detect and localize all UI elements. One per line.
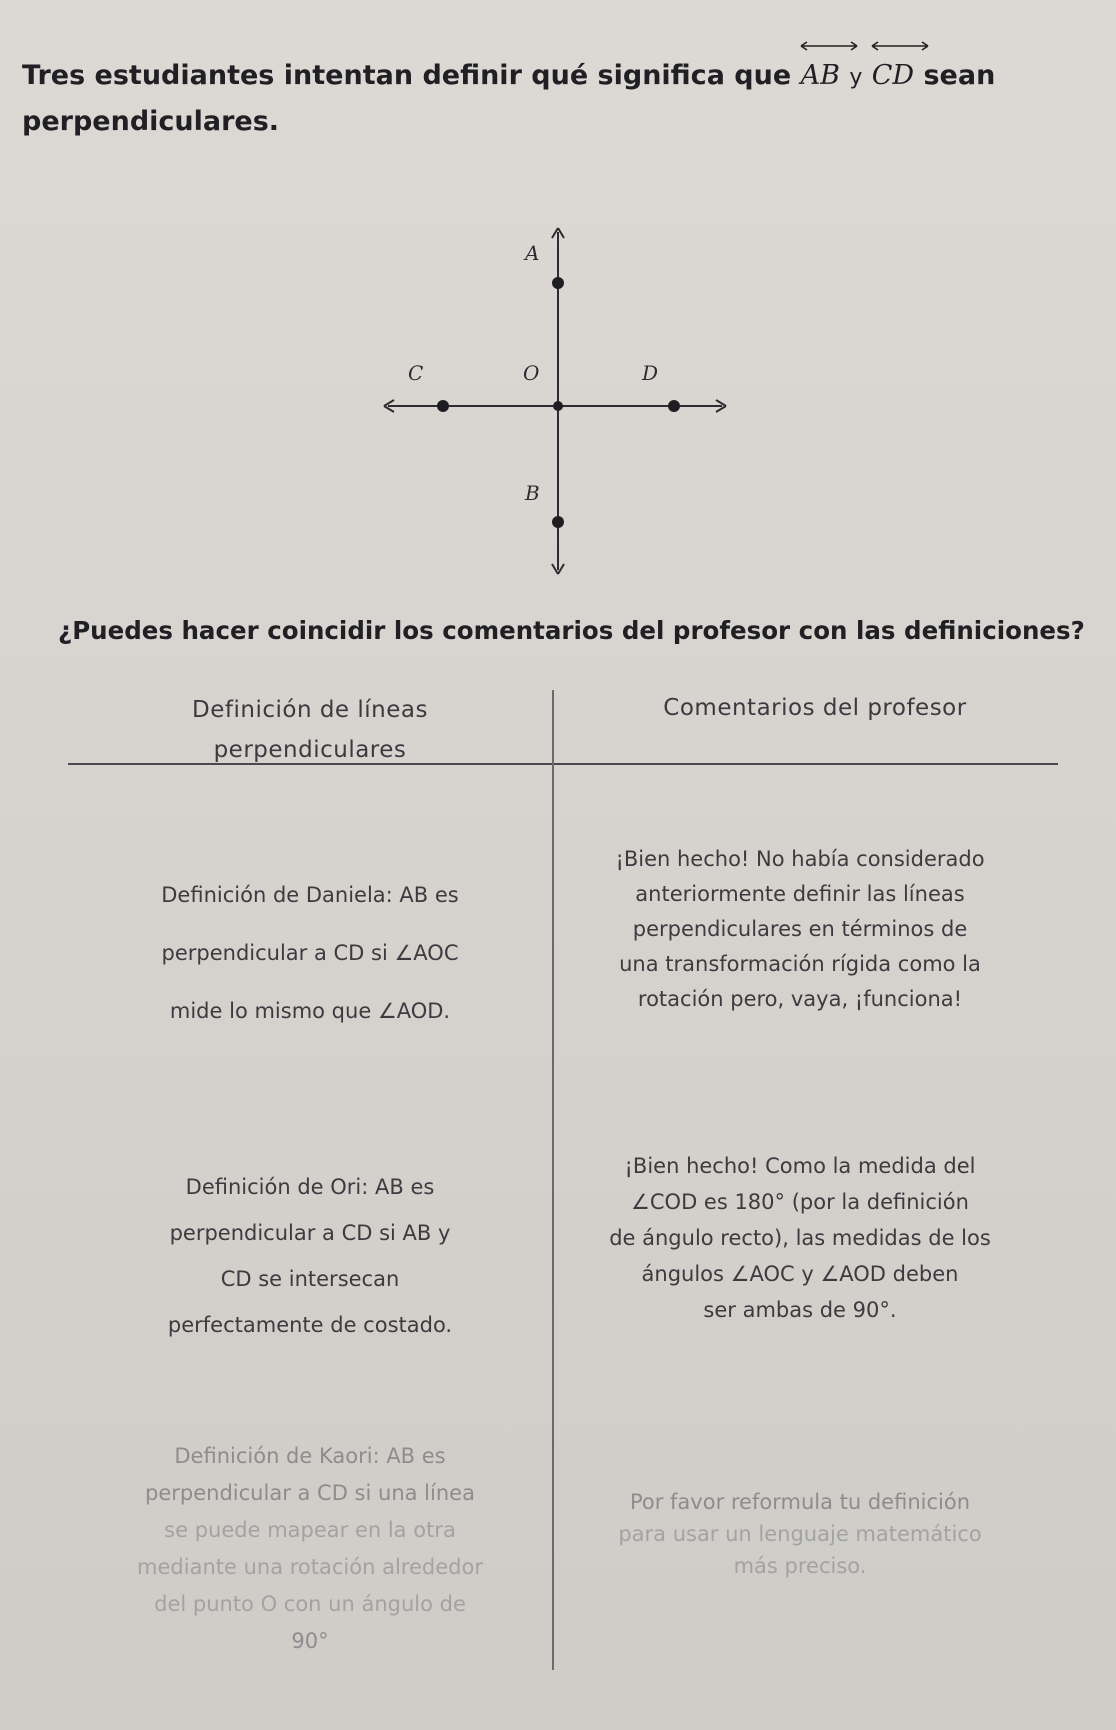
header-comments: Comentarios del profesor bbox=[663, 695, 967, 721]
header-divider bbox=[68, 763, 1058, 765]
label-d: D bbox=[642, 361, 659, 385]
label-a: A bbox=[525, 241, 540, 265]
comment-3[interactable] bbox=[560, 1486, 1040, 1582]
header-def-line1: Definición de líneas bbox=[192, 697, 428, 723]
def-line: 90° bbox=[291, 1629, 329, 1653]
comment-line: para usar un lenguaje matemático bbox=[618, 1522, 982, 1546]
definition-kaori bbox=[90, 1438, 530, 1660]
comment-line: perpendiculares en términos de bbox=[632, 917, 968, 941]
def-line: CD se intersecan bbox=[220, 1267, 400, 1291]
question-part: Tres estudiantes intentan definir qué significa que bbox=[22, 60, 792, 91]
def-line: se puede mapear en la otra bbox=[164, 1518, 456, 1542]
comment-line: ¡Bien hecho! Como la medida del bbox=[624, 1154, 976, 1178]
comment-line: rotación pero, vaya, ¡funciona! bbox=[637, 987, 963, 1011]
def-line: perfectamente de costado. bbox=[167, 1313, 453, 1337]
line-cd-label: CD bbox=[871, 60, 915, 91]
def-line: Definición de Ori: AB es bbox=[185, 1175, 435, 1199]
column-divider bbox=[552, 690, 554, 1670]
header-definition bbox=[110, 690, 510, 770]
def-line: perpendicular a CD si una línea bbox=[145, 1481, 475, 1505]
question-part: perpendiculares. bbox=[22, 106, 280, 137]
question-conj: y bbox=[849, 65, 863, 90]
comment-line: ángulos ∠AOC y ∠AOD deben bbox=[641, 1262, 959, 1286]
def-line: Definición de Kaori: AB es bbox=[174, 1444, 446, 1468]
comment-line: ser ambas de 90°. bbox=[703, 1298, 897, 1322]
subquestion: ¿Puedes hacer coincidir los comentarios del profesor con las definiciones? bbox=[58, 616, 1085, 645]
def-line: perpendicular a CD si AB y bbox=[169, 1221, 451, 1245]
comment-line: ∠COD es 180° (por la definición bbox=[631, 1190, 969, 1214]
comment-2[interactable] bbox=[560, 1148, 1040, 1328]
def-line: Definición de Daniela: AB es bbox=[161, 883, 459, 907]
comment-line: de ángulo recto), las medidas de los bbox=[609, 1226, 991, 1250]
label-c: C bbox=[408, 361, 424, 385]
label-b: B bbox=[525, 481, 540, 505]
def-line: mediante una rotación alrededor bbox=[137, 1555, 483, 1579]
comment-line: Por favor reformula tu definición bbox=[629, 1490, 971, 1514]
def-line: del punto O con un ángulo de bbox=[154, 1592, 466, 1616]
label-o: O bbox=[523, 361, 540, 385]
def-line: mide lo mismo que ∠AOD. bbox=[169, 999, 451, 1023]
header-def-line2: perpendiculares bbox=[213, 737, 407, 763]
line-ab-label: AB bbox=[800, 60, 840, 91]
comment-line: ¡Bien hecho! No había considerado bbox=[615, 847, 985, 871]
comment-line: más preciso. bbox=[733, 1554, 867, 1578]
definition-ori bbox=[90, 1164, 530, 1348]
comment-line: anteriormente definir las líneas bbox=[635, 882, 965, 906]
definition-daniela bbox=[90, 866, 530, 1040]
def-line: perpendicular a CD si ∠AOC bbox=[161, 941, 459, 965]
comment-1[interactable] bbox=[560, 842, 1040, 1017]
question-part: sean bbox=[923, 60, 996, 91]
comment-line: una transformación rígida como la bbox=[619, 952, 981, 976]
